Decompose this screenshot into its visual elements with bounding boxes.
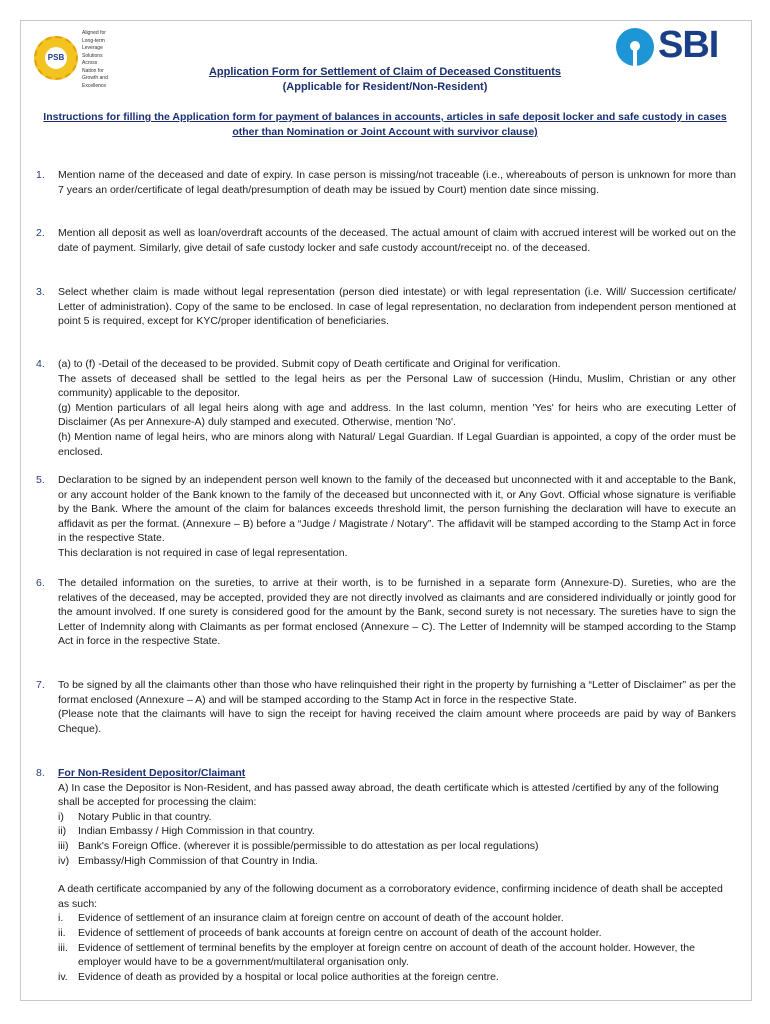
attestation-list [58, 810, 736, 868]
instructions-heading: Instructions for filling the Application form for payment of balances in accounts, articles in safe deposit locker and safe custody in cases other than Nomination or Joint Account with survivor clause) [43, 111, 727, 138]
instruction-item-4 [36, 357, 736, 459]
form-title [150, 65, 620, 95]
instruction-item-1 [36, 168, 736, 197]
non-resident-heading: For Non-Resident Depositor/Claimant [58, 767, 246, 779]
instruction-item-8 [36, 766, 736, 984]
item-number: 3. [36, 286, 45, 298]
item-text: (Please note that the claimants will have to sign the receipt for having received the claim amount where proceeds are paid by way of Bankers Cheque). [58, 708, 736, 735]
item-text: To be signed by all the claimants other than those who have relinquished their right in the property by furnishing a “Letter of Disclaimer” as per the format enclosed (Annexure – A) and will be stamped according to the Stamp Act in force in the respective State. [58, 679, 736, 706]
item-text: Declaration to be signed by an independent person well known to the family of the deceased but unconnected with it and acceptable to the Bank, or any account holder of the Bank known to the family of the deceased but unconnected with it, or Any Govt. Official whose signature is verifiable by the Bank. Where the amount of the claim for balances exceeds threshold limit, the person furnishing the declaration will have to execute an affidavit as per the format. (Annexure – B) before a “Judge / Magistrate / Notary”. The affidavit will be stamped according to the Stamp Act in force in the respective State. [58, 474, 736, 545]
item-text: Select whether claim is made without legal representation (person died intestate) or with legal representation (i.e. Will/ Succession certificate/ Letter of administration). Copy of the same to be enclosed. In case of legal representation, no declaration from independent person mentioned at point 5 is required, except for KYC/proper identification of beneficiaries. [58, 286, 736, 328]
item-text: The assets of deceased shall be settled to the legal heirs as per the Personal Law of succession (Hindu, Muslim, Christian or any other community) applicable to the depositor. [58, 372, 736, 400]
list-item: i. Evidence of settlement of an insurance claim at foreign centre on account of death of the account holder. [58, 912, 564, 925]
item-number: 4. [36, 358, 45, 370]
psb-emblem-icon [34, 36, 78, 80]
list-item: iv) Embassy/High Commission of that Country in India. [58, 854, 318, 867]
list-item: ii) Indian Embassy / High Commission in that country. [58, 825, 315, 838]
item-number: 7. [36, 679, 45, 691]
psb-tagline: Aligned for Long-term Leverage Solutions Across Nation for Growth and Excellence [82, 30, 108, 89]
corroboratory-intro: A death certificate accompanied by any of the following document as a corroboratory evidence, confirming incidence of death shall be accepted as such: [58, 883, 723, 910]
form-title-line1: Application Form for Settlement of Claim of Deceased Constituents [208, 66, 562, 78]
item-text: (a) to (f) -Detail of the deceased to be provided. Submit copy of Death certificate and Original for verification. [58, 358, 561, 370]
item-number: 1. [36, 169, 45, 181]
sbi-keyhole-icon [616, 28, 654, 66]
instruction-item-3 [36, 285, 736, 329]
instruction-item-5 [36, 473, 736, 561]
item-text: Mention all deposit as well as loan/overdraft accounts of the deceased. The actual amount of claim with accrued interest will be worked out on the date of payment. Similarly, give detail of safe custody locker and safe custody account/receipt no. of the deceased. [58, 227, 736, 254]
list-item: iii) Bank's Foreign Office. (wherever it is possible/permissible to do attestation as per local regulations) [58, 839, 539, 852]
list-item: iv. Evidence of death as provided by a hospital or local police authorities at the foreign centre. [58, 970, 499, 983]
instruction-item-6 [36, 576, 736, 649]
item-number: 8. [36, 767, 45, 779]
instruction-item-2 [36, 226, 736, 255]
item-text: (g) Mention particulars of all legal heirs along with age and address. In the last column, mention 'Yes' for heirs who are executing Letter of Disclaimer (As per Annexure-A) duly stamped and executed. Otherwise, mention 'No'. [58, 401, 736, 429]
instruction-item-7 [36, 678, 736, 736]
item-number: 5. [36, 474, 45, 486]
item-number: 6. [36, 577, 45, 589]
sbi-logo [616, 24, 736, 66]
item-text: The detailed information on the sureties, to arrive at their worth, is to be furnished in a separate form (Annexure-D). Sureties, who are the relatives of the deceased, may be accepted, provided they are not directly involved as claimants and are considered individually or jointly good for the amount involved. If one surety is considered good for the amount by the Bank, second surety is not necessary. The sureties have to sign the Letter of Indemnity along with Claimants as per format enclosed (Annexure – C). The Letter of Indemnity will be stamped according to the Stamp Act in force in the respective State. [58, 577, 736, 648]
item-text: (h) Mention name of legal heirs, who are minors along with Natural/ Legal Guardian. If Legal Guardian is appointed, a copy of the order must be enclosed. [58, 430, 736, 458]
form-title-line2: (Applicable for Resident/Non-Resident) [282, 81, 488, 93]
list-item: iii. Evidence of settlement of terminal benefits by the employer at foreign centre on account of death of the account holder. However, the employer would have to be a government/multilateral organisation only. [58, 941, 695, 969]
evidence-list [58, 911, 736, 984]
psb-logo-text: PSB [45, 47, 67, 69]
item-text: This declaration is not required in case of legal representation. [58, 546, 348, 559]
item-number: 2. [36, 227, 45, 239]
non-resident-intro: A) In case the Depositor is Non-Resident, and has passed away abroad, the death certificate which is attested /certified by any of the following shall be accepted for processing the claim: [58, 781, 719, 809]
psb-logo [30, 26, 112, 92]
item-text: Mention name of the deceased and date of expiry. In case person is missing/not traceable (i.e., whereabouts of person is unknown for more than 7 years an order/certificate of legal death/presumption of death may be issued by Court) mention date since missing. [58, 169, 736, 196]
sbi-logo-text: SBI [658, 24, 719, 66]
list-item: i) Notary Public in that country. [58, 810, 212, 823]
list-item: ii. Evidence of settlement of proceeds of bank accounts at foreign centre on account of death of the account holder. [58, 926, 602, 939]
